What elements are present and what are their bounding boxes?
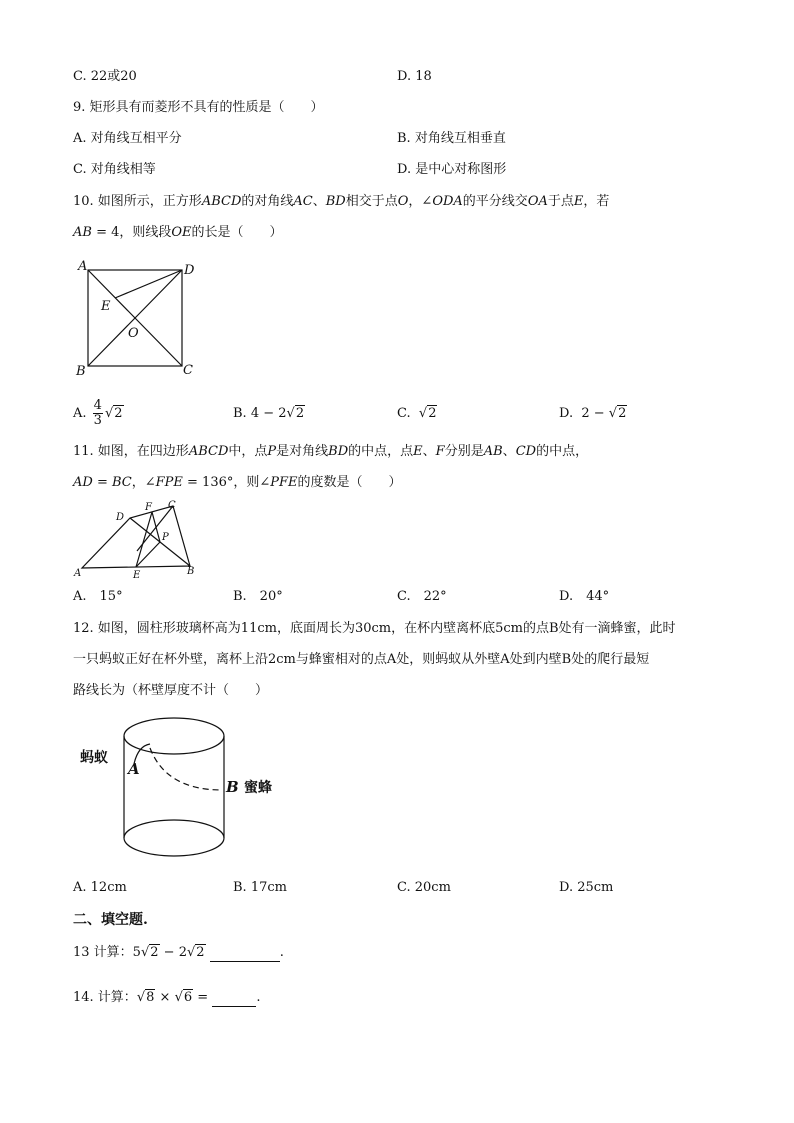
q12-honey-label: 蜜蜂 — [244, 780, 272, 796]
q11-option-b: B. 20° — [233, 589, 283, 604]
q12-option-d: D. 25cm — [559, 880, 614, 895]
q11-label-e: E — [133, 570, 141, 581]
q8-option-c: C. 22或20 — [73, 69, 137, 84]
q9-option-c: C. 对角线相等 — [73, 162, 156, 177]
q12-cylinder-figure — [76, 712, 296, 872]
q11-label-d: D — [116, 512, 125, 523]
q14-answer-blank[interactable] — [212, 992, 256, 1007]
q13-answer-blank[interactable] — [210, 947, 280, 962]
q11-option-d: D. 44° — [559, 589, 610, 604]
q8-option-d: D. 18 — [397, 69, 432, 84]
q9-option-d: D. 是中心对称图形 — [397, 162, 507, 177]
q13-stem: 13 计算：5√2 − 2√2 . — [73, 945, 284, 960]
q11-option-a: A. 15° — [73, 589, 123, 604]
q10-label-o: O — [128, 326, 139, 341]
section-fill-in-title: 二、填空题. — [73, 912, 148, 928]
q12-option-a: A. 12cm — [73, 880, 127, 895]
q10-option-b: B. 4 − 2√2 — [233, 406, 305, 421]
q12-stem-line2: 一只蚂蚁正好在杯外壁，离杯上沿2cm与蜂蜜相对的点A处，则蚂蚁从外壁A处到内壁B处的爬行最短 — [73, 652, 650, 667]
q14-stem: 14. 计算：√8 × √6 = . — [73, 990, 261, 1005]
q10-square-figure — [72, 258, 212, 378]
q11-label-a: A — [74, 568, 82, 579]
q11-stem-line1: 11. 如图，在四边形ABCD中，点P是对角线BD的中点，点E、F分别是AB、CD的中点， — [73, 444, 589, 459]
q11-stem-line2: AD = BC，∠FPE = 136°，则∠PFE的度数是（ ） — [73, 475, 402, 490]
q11-label-c: C — [168, 500, 176, 511]
q10-stem-line1: 10. 如图所示，正方形ABCD的对角线AC、BD相交于点O，∠ODA的平分线交OA于点E，若 — [73, 194, 610, 209]
q12-ant-label: 蚂蚁 — [80, 750, 108, 766]
q11-label-p: P — [162, 532, 169, 543]
q10-label-b: B — [76, 364, 86, 378]
q10-option-d: D. 2 − √2 — [559, 406, 627, 421]
q11-label-b: B — [187, 566, 195, 577]
q12-stem-line1: 12. 如图，圆柱形玻璃杯高为11cm，底面周长为30cm，在杯内壁离杯底5cm的点B处有一滴蜂蜜，此时 — [73, 621, 676, 636]
q10-option-a: A. $\frac{4}{3}$ √2 — [73, 398, 123, 428]
q10-label-a: A — [78, 259, 88, 274]
q11-label-f: F — [145, 502, 152, 513]
q10-label-c: C — [183, 363, 193, 378]
q12-point-a: A — [128, 760, 140, 778]
q10-label-d: D — [184, 263, 195, 278]
q12-option-b: B. 17cm — [233, 880, 287, 895]
q11-quadrilateral-figure — [70, 496, 210, 582]
q10-label-e: E — [101, 299, 111, 314]
q9-stem: 9. 矩形具有而菱形不具有的性质是（ ） — [73, 100, 324, 115]
q12-stem-line3: 路线长为（杯壁厚度不计（ ） — [73, 683, 269, 698]
q9-option-a: A. 对角线互相平分 — [73, 131, 182, 146]
q10-option-c: C. √2 — [397, 406, 437, 421]
q12-point-b: B — [226, 778, 239, 796]
q9-option-b: B. 对角线互相垂直 — [397, 131, 506, 146]
q10-stem-line2: AB = 4，则线段OE的长是（ ） — [73, 225, 283, 240]
q11-option-c: C. 22° — [397, 589, 447, 604]
q12-option-c: C. 20cm — [397, 880, 451, 895]
